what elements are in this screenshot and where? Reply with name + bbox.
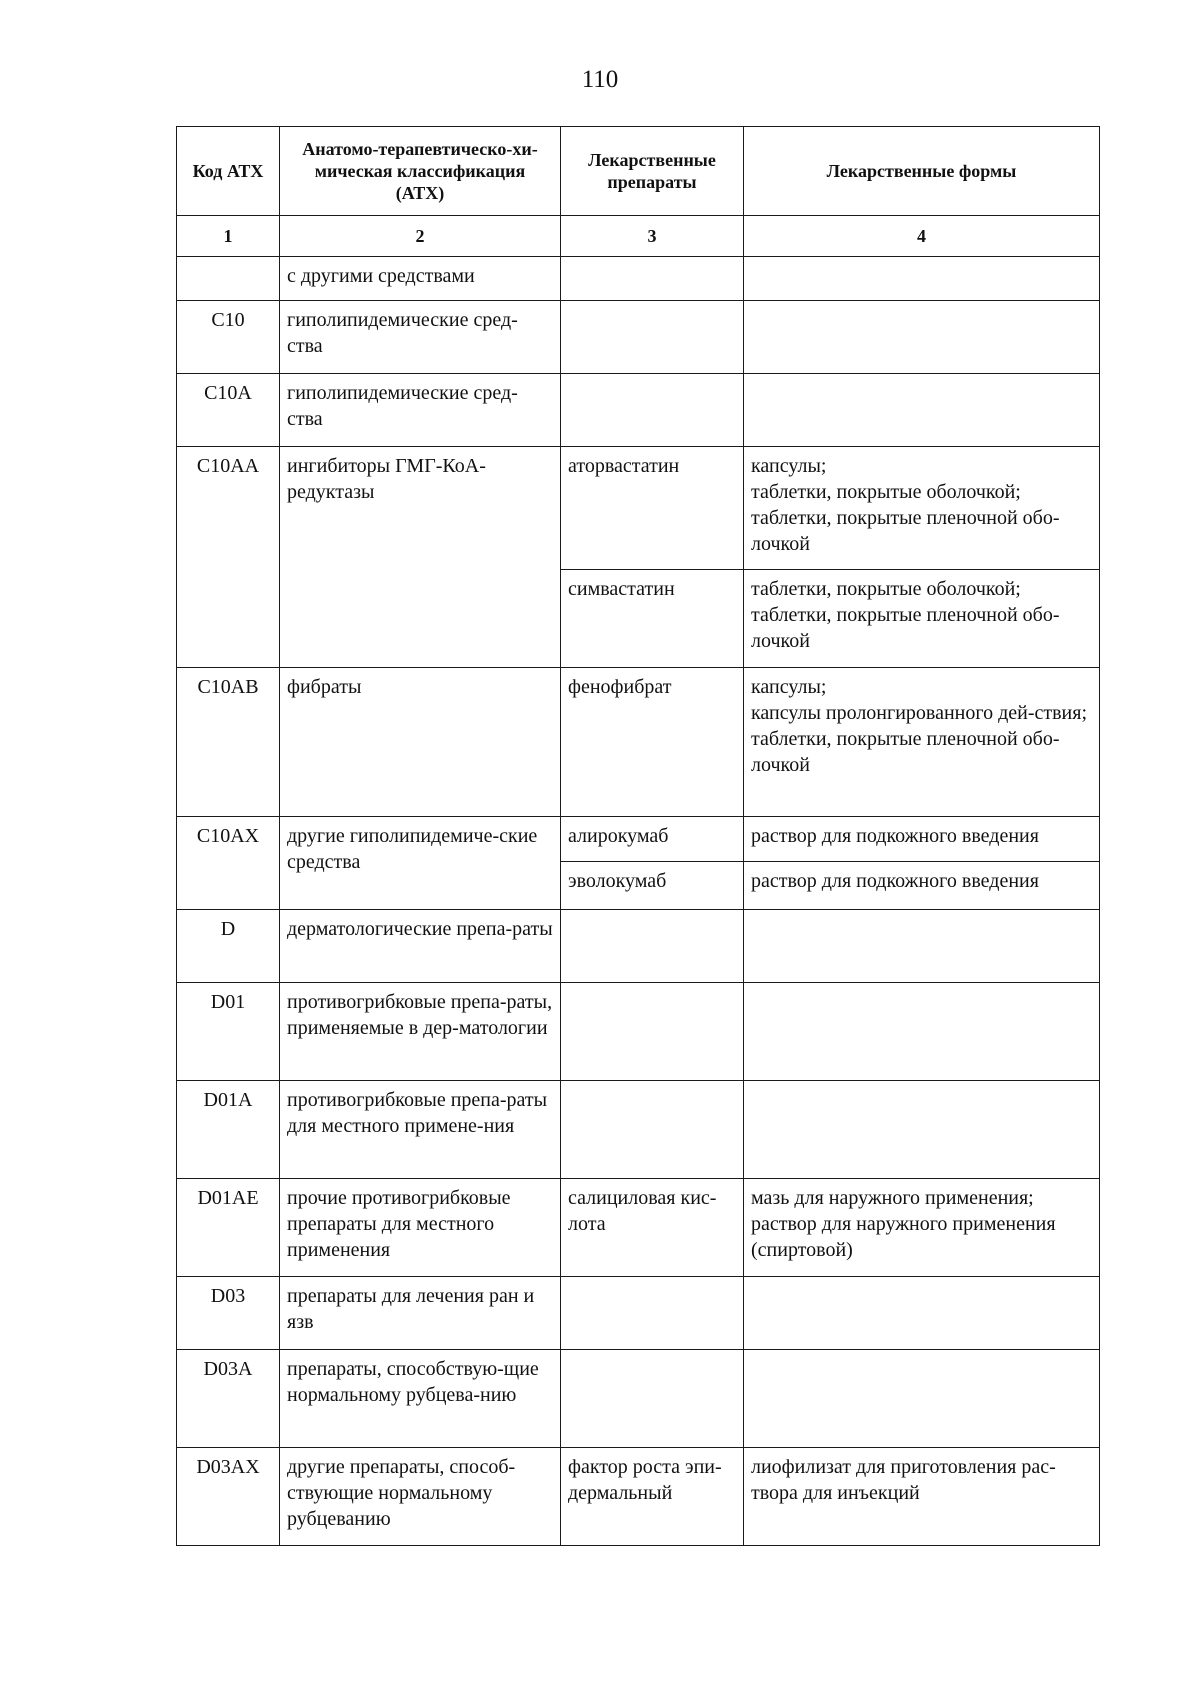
page-number: 110 [581,66,619,93]
atx-code: C10 [177,301,280,374]
drug-name [561,983,744,1081]
drug-name [561,374,744,447]
atx-classification: противогрибковые препа-раты, применяемые в дер-матологии [280,983,561,1081]
header-drugs: Лекарственные препараты [561,127,744,216]
atx-code: D03 [177,1277,280,1350]
atx-classification: противогрибковые препа-раты для местного примене-ния [280,1081,561,1179]
atx-classification: гиполипидемические сред-ства [280,301,561,374]
dosage-forms: мазь для наружного применения; раствор для наружного применения (спиртовой) [744,1179,1100,1277]
table-row [177,374,1100,447]
column-number: 4 [744,216,1100,257]
drug-name: фенофибрат [561,668,744,817]
table-row [177,668,1100,817]
dosage-forms: капсулы; таблетки, покрытые оболочкой; таблетки, покрытые пленочной обо-лочкой [744,447,1100,570]
drug-name: симвастатин [561,570,744,668]
atx-table [176,126,1100,1546]
dosage-forms [744,257,1100,301]
table-row [177,447,1100,570]
dosage-forms [744,910,1100,983]
dosage-forms [744,301,1100,374]
atx-code: D03AX [177,1448,280,1546]
atx-classification: препараты, способствую-щие нормальному рубцева-нию [280,1350,561,1448]
table-row [177,983,1100,1081]
drug-name [561,301,744,374]
drug-name [561,1350,744,1448]
atx-classification: ингибиторы ГМГ-КоА-редуктазы [280,447,561,668]
table-row [177,817,1100,862]
atx-code: D01AE [177,1179,280,1277]
drug-name [561,257,744,301]
drug-name [561,1277,744,1350]
atx-classification: препараты для лечения ран и язв [280,1277,561,1350]
drug-name [561,910,744,983]
atx-classification: гиполипидемические сред-ства [280,374,561,447]
table-row [177,1448,1100,1546]
table-row [177,301,1100,374]
column-number: 2 [280,216,561,257]
dosage-forms [744,1081,1100,1179]
atx-code: C10AB [177,668,280,817]
atx-classification: другие препараты, способ-ствующие нормальному рубцеванию [280,1448,561,1546]
drug-name: салициловая кис-лота [561,1179,744,1277]
atx-code: D01A [177,1081,280,1179]
header-row [177,127,1100,216]
atx-classification: другие гиполипидемиче-ские средства [280,817,561,910]
dosage-forms: раствор для подкожного введения [744,817,1100,862]
drug-name [561,1081,744,1179]
atx-code: D01 [177,983,280,1081]
atx-code: C10AA [177,447,280,668]
atx-code: D03A [177,1350,280,1448]
header-code: Код АТХ [177,127,280,216]
table-row [177,1081,1100,1179]
table-row [177,257,1100,301]
dosage-forms [744,1350,1100,1448]
column-number: 1 [177,216,280,257]
dosage-forms [744,374,1100,447]
atx-code [177,257,280,301]
drug-name: алирокумаб [561,817,744,862]
atx-classification: прочие противогрибковые препараты для местного применения [280,1179,561,1277]
table-row [177,1350,1100,1448]
dosage-forms [744,983,1100,1081]
atx-code: C10A [177,374,280,447]
atx-classification: дерматологические препа-раты [280,910,561,983]
column-number: 3 [561,216,744,257]
header-classification: Анатомо-терапевтическо-хи- мическая классификация (АТХ) [280,127,561,216]
atx-classification: с другими средствами [280,257,561,301]
dosage-forms: капсулы; капсулы пролонгированного дей-ствия; таблетки, покрытые пленочной обо-лочкой [744,668,1100,817]
drug-name: эволокумаб [561,862,744,910]
atx-code: D [177,910,280,983]
dosage-forms: таблетки, покрытые оболочкой; таблетки, покрытые пленочной обо-лочкой [744,570,1100,668]
dosage-forms: раствор для подкожного введения [744,862,1100,910]
column-number-row [177,216,1100,257]
atx-classification: фибраты [280,668,561,817]
table-row [177,910,1100,983]
atx-code: C10AX [177,817,280,910]
dosage-forms: лиофилизат для приготовления рас-твора для инъекций [744,1448,1100,1546]
header-forms: Лекарственные формы [744,127,1100,216]
drug-name: аторвастатин [561,447,744,570]
drug-name: фактор роста эпи-дермальный [561,1448,744,1546]
table-row [177,1277,1100,1350]
dosage-forms [744,1277,1100,1350]
table-row [177,1179,1100,1277]
